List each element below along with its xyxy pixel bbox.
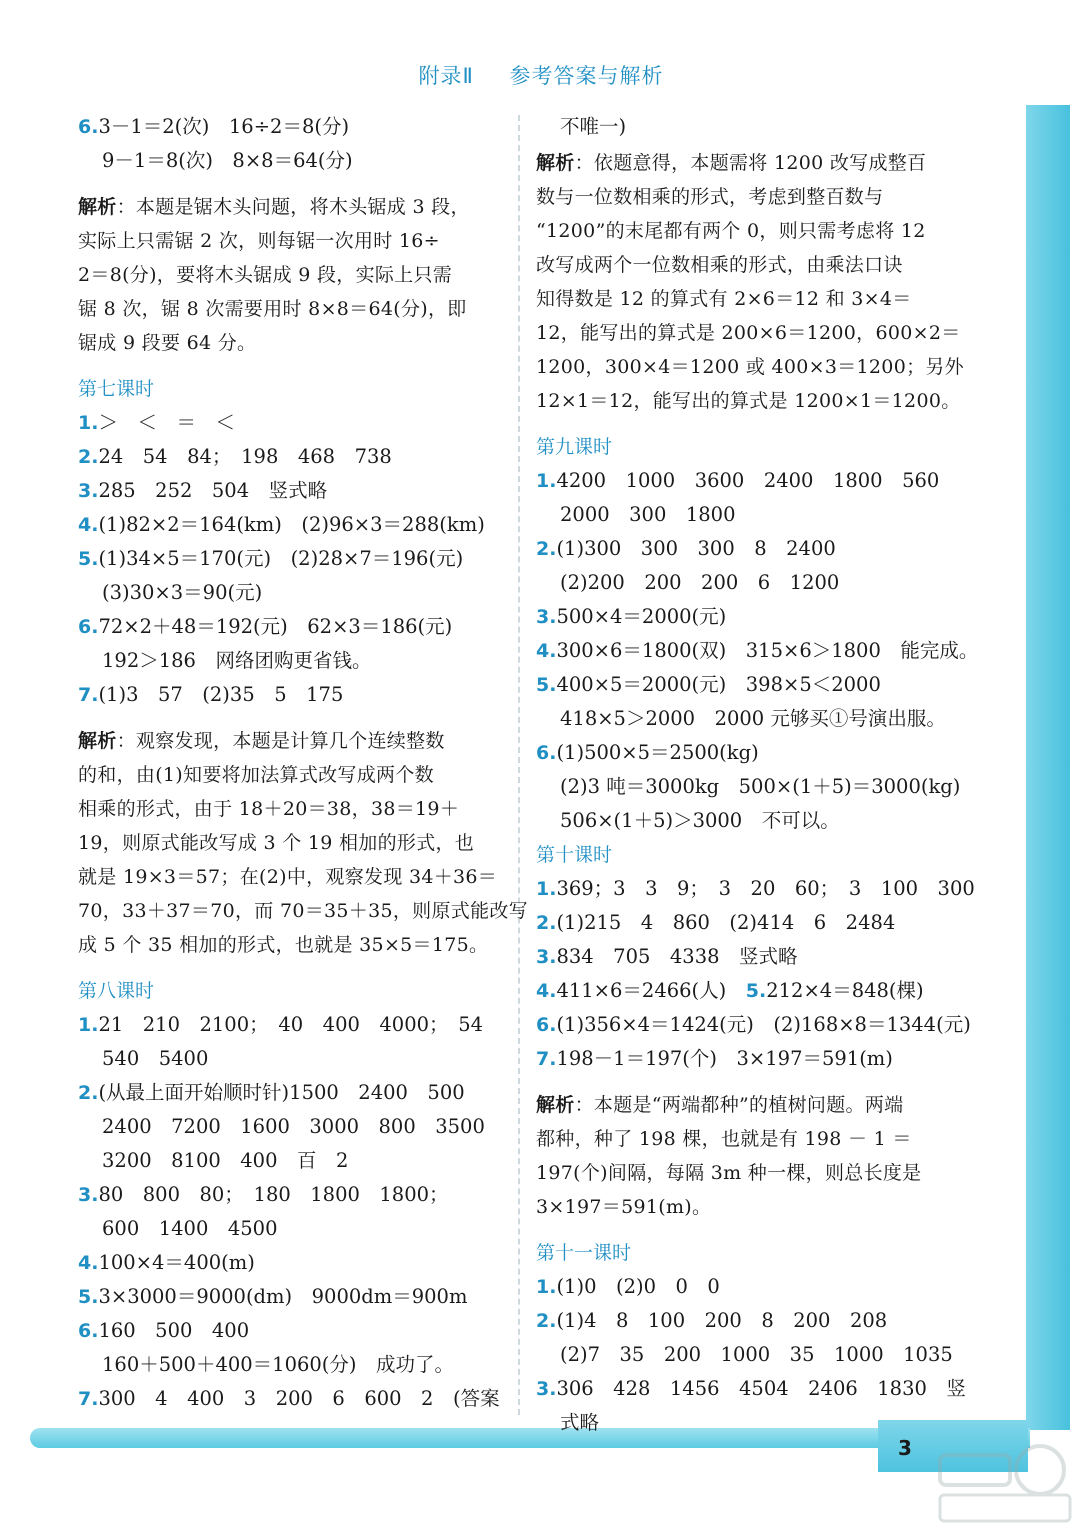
analysis-label: 解析 (78, 196, 117, 218)
answer-text: 198－1＝197(个) 3×197＝591(m) (556, 1047, 893, 1070)
answer-line (78, 542, 508, 576)
question-number: 6. (78, 1320, 99, 1342)
left-column (78, 110, 528, 1416)
answer-text: (1)300 300 300 8 2400 (556, 537, 836, 560)
analysis-line: 2＝8(分)，要将木头锯成 9 段，实际上只需 (78, 264, 453, 286)
answer-line: 506×(1＋5)＞3000 不可以。 (560, 809, 840, 832)
question-number: 3. (78, 1184, 99, 1206)
answer-text: (1)0 (2)0 0 0 (556, 1275, 720, 1298)
analysis-line: 12×1＝12，能写出的算式是 1200×1＝1200。 (536, 390, 961, 412)
analysis-line: 的和，由(1)知要将加法算式改写成两个数 (78, 764, 434, 786)
answer-line: (3)30×3＝90(元) (102, 581, 263, 604)
answer-line: (2)3 吨＝3000kg 500×(1＋5)＝3000(kg) (560, 775, 961, 798)
analysis-text: ：观察发现，本题是计算几个连续整数 (116, 730, 445, 752)
answer-text: 300 4 400 3 200 6 600 2 (答案 (98, 1387, 500, 1410)
question-number: 2. (78, 446, 99, 468)
answer-text: (1)215 4 860 (2)414 6 2484 (556, 911, 896, 934)
question-number: 2. (536, 1310, 557, 1332)
question-number: 6. (536, 1014, 557, 1036)
answer-line: 160＋500＋400＝1060(分) 成功了。 (102, 1353, 454, 1376)
analysis-line (536, 146, 956, 180)
question-number: 4. (78, 514, 99, 536)
answer-line: 2400 7200 1600 3000 800 3500 (102, 1115, 485, 1138)
answer-text: (从最上面开始顺时针)1500 2400 500 (98, 1081, 465, 1104)
question-number: 7. (78, 1388, 99, 1410)
answer-line (78, 1076, 508, 1110)
answer-line: 540 5400 (102, 1047, 209, 1070)
question-number: 5. (78, 548, 99, 570)
analysis-text: ：本题是“两端都种”的植树问题。两端 (574, 1094, 904, 1116)
answer-line: 9－1＝8(次) 8×8＝64(分) (102, 149, 353, 172)
answer-line: (2)7 35 200 1000 35 1000 1035 (560, 1343, 953, 1366)
analysis-line: 成 5 个 35 相加的形式，也就是 35×5＝175。 (78, 934, 489, 956)
answer-text: 306 428 1456 4504 2406 1830 竖 (556, 1377, 966, 1400)
answer-text: 100×4＝400(m) (98, 1251, 255, 1274)
section-title-9: 第九课时 (536, 436, 613, 458)
answer-line (78, 678, 508, 712)
question-number: 1. (536, 878, 557, 900)
page-number: 3 (898, 1436, 912, 1460)
answer-line: 不唯一) (560, 115, 627, 138)
answer-text: 400×5＝2000(元) 398×5＜2000 (556, 673, 881, 696)
analysis-line: “1200”的末尾都有两个 0，则只需考虑将 12 (536, 220, 926, 242)
analysis-line: 相乘的形式，由于 18＋20＝38，38＝19＋ (78, 798, 460, 820)
analysis-label: 解析 (78, 730, 117, 752)
answer-line: 式略 (560, 1411, 600, 1434)
analysis-line: 197(个)间隔，每隔 3m 种一棵，则总长度是 (536, 1162, 922, 1184)
question-number: 2. (78, 1082, 99, 1104)
answer-line (78, 406, 508, 440)
answer-line (78, 440, 508, 474)
analysis-line: 锯成 9 段要 64 分。 (78, 332, 257, 354)
answer-line (78, 474, 508, 508)
analysis-line: 改写成两个一位数相乘的形式，由乘法口诀 (536, 254, 903, 276)
right-decor-bar (1026, 105, 1070, 1430)
answer-text: (1)3 57 (2)35 5 175 (98, 683, 344, 706)
question-number: 2. (536, 538, 557, 560)
answer-line (536, 532, 956, 566)
answer-line (78, 1246, 508, 1280)
question-number: 2. (536, 912, 557, 934)
analysis-line: 就是 19×3＝57；在(2)中，观察发现 34＋36＝ (78, 866, 498, 888)
answer-line: 192＞186 网络团购更省钱。 (102, 649, 372, 672)
analysis-line: 都种，种了 198 棵，也就是有 198 － 1 ＝ (536, 1128, 912, 1150)
page-header (0, 60, 1082, 90)
answer-line: 3200 8100 400 百 2 (102, 1149, 349, 1172)
answer-text: 24 54 84； 198 468 738 (98, 445, 392, 468)
header-title: 参考答案与解析 (509, 64, 664, 88)
section-title-11: 第十一课时 (536, 1242, 632, 1264)
question-number: 1. (78, 1014, 99, 1036)
answer-text: 72×2＋48＝192(元) 62×3＝186(元) (98, 615, 453, 638)
analysis-line: 12，能写出的算式是 200×6＝1200，600×2＝ (536, 322, 961, 344)
question-number: 4. (536, 980, 557, 1002)
answer-line (78, 1314, 508, 1348)
answer-line (78, 1382, 508, 1416)
answer-line (536, 974, 956, 1008)
question-number: 7. (536, 1048, 557, 1070)
answer-line (78, 1280, 508, 1314)
answer-text: 3×3000＝9000(dm) 9000dm＝900m (98, 1285, 468, 1308)
section-title-10: 第十课时 (536, 844, 613, 866)
watermark-logo-icon (930, 1440, 1080, 1530)
analysis-line: 知得数是 12 的算式有 2×6＝12 和 3×4＝ (536, 288, 912, 310)
answer-line (536, 736, 956, 770)
analysis-line: 实际上只需锯 2 次，则每锯一次用时 16÷ (78, 230, 440, 252)
question-number: 4. (78, 1252, 99, 1274)
question-number: 3. (536, 1378, 557, 1400)
answer-line (78, 508, 508, 542)
analysis-text: ：本题是锯木头问题，将木头锯成 3 段， (116, 196, 470, 218)
answer-text: 80 800 80； 180 1800 1800； (98, 1183, 449, 1206)
analysis-line: 19，则原式能改写成 3 个 19 相加的形式，也 (78, 832, 475, 854)
answer-line (78, 1008, 508, 1042)
answer-line (536, 668, 956, 702)
analysis-text: ：依题意得，本题需将 1200 改写成整百 (574, 152, 927, 174)
question-number: 5. (78, 1286, 99, 1308)
analysis-line: 1200，300×4＝1200 或 400×3＝1200；另外 (536, 356, 964, 378)
answer-line (536, 1304, 956, 1338)
question-number: 1. (536, 470, 557, 492)
answer-line (536, 1270, 956, 1304)
analysis-line: 数与一位数相乘的形式，考虑到整百数与 (536, 186, 884, 208)
answer-line (536, 634, 979, 668)
analysis-line (78, 190, 508, 224)
answer-text: 4200 1000 3600 2400 1800 560 (556, 469, 940, 492)
answer-text: 834 705 4338 竖式略 (556, 945, 798, 968)
answer-text: 285 252 504 竖式略 (98, 479, 328, 502)
analysis-line (78, 724, 508, 758)
question-number: 1. (536, 1276, 557, 1298)
answer-line: 418×5＞2000 2000 元够买①号演出服。 (560, 707, 946, 730)
answer-line (536, 1042, 956, 1076)
question-number: 6. (536, 742, 557, 764)
question-number: 3. (536, 606, 557, 628)
answer-line (536, 1008, 971, 1042)
answer-line (536, 464, 956, 498)
answer-text: (1)4 8 100 200 8 200 208 (556, 1309, 888, 1332)
analysis-line: 锯 8 次，锯 8 次需要用时 8×8＝64(分)，即 (78, 298, 467, 320)
column-divider (518, 115, 520, 1415)
question-number: 3. (78, 480, 99, 502)
answer-text: (1)500×5＝2500(kg) (556, 741, 759, 764)
answer-line: (2)200 200 200 6 1200 (560, 571, 840, 594)
question-number: 1. (78, 412, 99, 434)
question-number: 5. (536, 674, 557, 696)
answer-line (536, 1372, 966, 1406)
answer-text: 411×6＝2466(人) (556, 979, 727, 1002)
answer-text: 3－1＝2(次) 16÷2＝8(分) (98, 115, 350, 138)
answer-line (78, 1178, 508, 1212)
section-title-7: 第七课时 (78, 378, 155, 400)
analysis-line (536, 1088, 956, 1122)
answer-text: (1)356×4＝1424(元) (2)168×8＝1344(元) (556, 1013, 971, 1036)
answer-line (78, 610, 508, 644)
answer-text: 160 500 400 (98, 1319, 250, 1342)
question-number: 4. (536, 640, 557, 662)
answer-line (536, 872, 975, 906)
analysis-line: 3×197＝591(m)。 (536, 1196, 712, 1218)
answer-text: 212×4＝848(棵) (766, 979, 924, 1002)
analysis-label: 解析 (536, 1094, 575, 1116)
answer-text: 369；3 3 9； 3 20 60； 3 100 300 (556, 877, 975, 900)
answer-text: ＞ ＜ ＝ ＜ (98, 411, 235, 434)
analysis-line: 70，33＋37＝70，而 70＝35＋35，则原式能改写 (78, 900, 528, 922)
answer-text: 500×4＝2000(元) (556, 605, 727, 628)
right-column (536, 110, 979, 1440)
question-number: 7. (78, 684, 99, 706)
answer-text: 21 210 2100； 40 400 4000； 54 (98, 1013, 484, 1036)
section-title-8: 第八课时 (78, 980, 155, 1002)
answer-text: (1)82×2＝164(km) (2)96×3＝288(km) (98, 513, 485, 536)
question-number: 6. (78, 616, 99, 638)
answer-line (78, 110, 508, 144)
answer-text: 300×6＝1800(双) 315×6＞1800 能完成。 (556, 639, 979, 662)
answer-line (536, 600, 956, 634)
answer-text: (1)34×5＝170(元) (2)28×7＝196(元) (98, 547, 464, 570)
question-number: 6. (78, 116, 99, 138)
answer-line (536, 906, 956, 940)
analysis-label: 解析 (536, 152, 575, 174)
answer-line: 2000 300 1800 (560, 503, 736, 526)
question-number: 3. (536, 946, 557, 968)
answer-line (536, 940, 956, 974)
answer-line: 600 1400 4500 (102, 1217, 278, 1240)
question-number: 5. (745, 980, 767, 1002)
header-appendix: 附录Ⅱ (418, 64, 474, 88)
